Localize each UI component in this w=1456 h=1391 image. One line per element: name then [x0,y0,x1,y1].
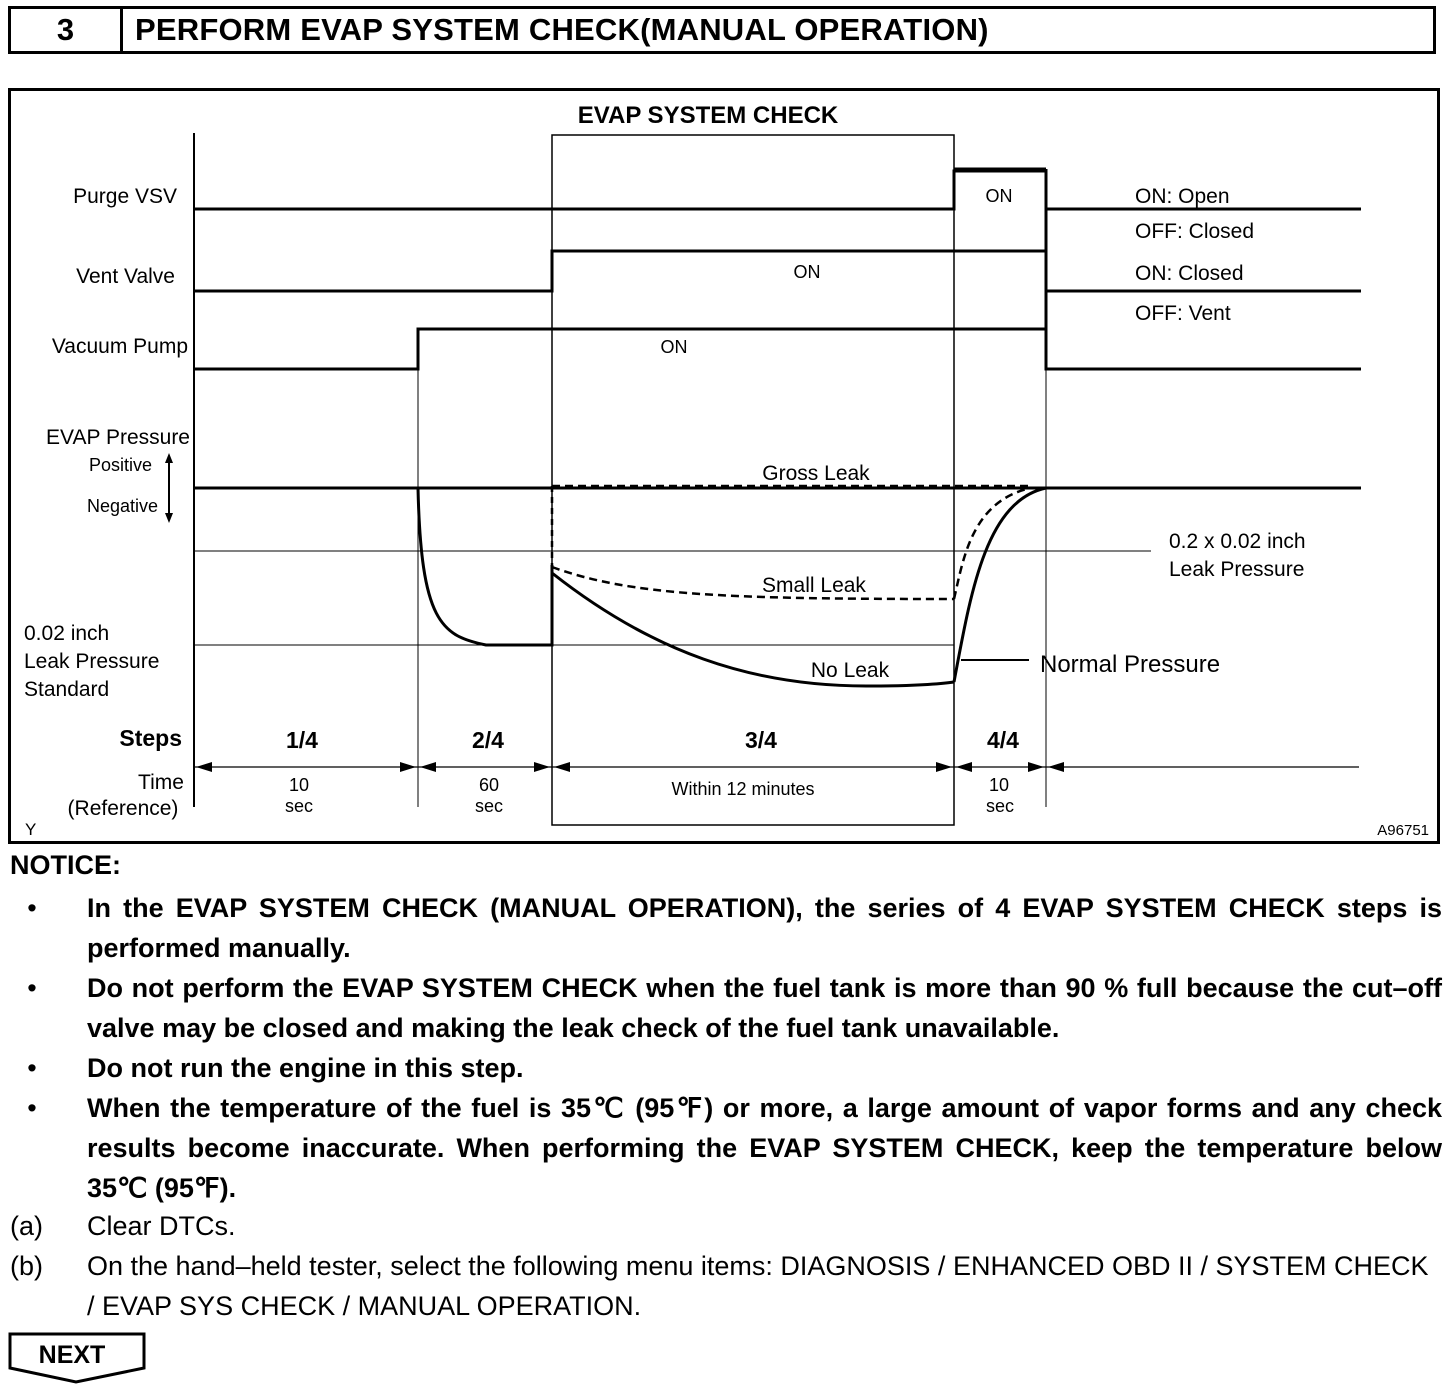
purge-legend-on: ON: Open [1135,185,1230,208]
purge-on-label: ON [985,186,1013,206]
corner-code: Y [25,820,37,839]
next-button[interactable] [8,1332,148,1391]
bullet-marker: • [27,1053,37,1083]
bullet-marker: • [27,893,37,923]
step-4-unit: sec [985,796,1015,816]
step-1-time: 10 [288,775,310,795]
gross-leak-label: Gross Leak [762,462,870,485]
step-3-label: 3/4 [745,727,777,753]
timing-chart-svg [11,91,1437,841]
small-leak-curve [552,567,954,599]
procedure-list [10,1206,1442,1326]
notice-item [10,968,1442,1048]
evap-timing-diagram [8,88,1440,844]
procedure-text: On the hand–held tester, select the following menu items: DIAGNOSIS / ENHANCED OBD II / SYSTEM CHECK / EVAP SYS CHECK / MANUAL OPERATION. [87,1251,1429,1321]
procedure-mark: (b) [10,1251,43,1281]
notice-item [10,1088,1442,1208]
pump-on-label: ON [660,337,688,357]
steps-label: Steps [119,725,182,751]
bullet-marker: • [27,1093,37,1123]
step-2-time: 60 [478,775,500,795]
small-leak-recovery [954,488,1031,599]
step-4-time: 10 [988,775,1010,795]
time-label-2: (Reference) [67,797,179,820]
procedure-step [10,1246,1442,1326]
figure-id: A96751 [1377,822,1429,839]
vacuum-pump-signal [194,329,1361,369]
step3-frame [552,135,954,825]
step-1-label: 1/4 [286,727,318,753]
step-3-time: Within 12 minutes [671,779,815,799]
positive-label: Positive [88,455,152,475]
pump-down-curve [418,488,552,645]
vent-valve-label: Vent Valve [76,265,175,288]
step-4-label: 4/4 [987,727,1019,753]
leak-std-label-2: Leak Pressure [24,650,160,673]
pos-arrow-head [165,453,173,463]
step-number: 3 [11,9,123,51]
neg-arrow-head [165,513,173,523]
notice-item-text: Do not perform the EVAP SYSTEM CHECK when the fuel tank is more than 90 % full because the cut–off valve may be closed and making the leak check of the fuel tank unavailable. [87,973,1442,1043]
leak-std-label-1: 0.02 inch [24,622,110,645]
step-1-unit: sec [284,796,314,816]
notice-heading: NOTICE: [10,850,121,880]
vacuum-pump-label: Vacuum Pump [51,335,188,358]
no-leak-label: No Leak [810,659,890,682]
notice-item-text: In the EVAP SYSTEM CHECK (MANUAL OPERATION), the series of 4 EVAP SYSTEM CHECK steps is performed manually. [87,893,1442,963]
procedure-text: Clear DTCs. [87,1211,236,1241]
leak-std-label-3: Standard [24,678,110,701]
vent-on-label: ON [793,262,821,282]
notice-item-text: When the temperature of the fuel is 35℃ (95℉) or more, a large amount of vapor forms and any check results become inaccurate. When performing the EVAP SYSTEM CHECK, keep the temperature below 35℃ (95℉). [87,1093,1442,1203]
vent-legend-off: OFF: Vent [1135,302,1231,325]
time-label-1: Time [138,771,184,794]
step-2-unit: sec [474,796,504,816]
notice-item [10,1048,1442,1088]
no-leak-curve [552,573,954,686]
notice-list [10,888,1442,1208]
purge-vsv-label: Purge VSV [73,185,177,208]
vent-legend-on: ON: Closed [1135,262,1244,285]
step-header [8,6,1436,54]
procedure-step [10,1206,1442,1246]
ref-pressure-label-1: 0.2 x 0.02 inch [1169,530,1306,553]
notice-item-text: Do not run the engine in this step. [87,1053,524,1083]
next-arrow-icon [8,1332,148,1386]
ref-pressure-label-2: Leak Pressure [1169,558,1305,581]
purge-legend-off: OFF: Closed [1135,220,1255,243]
no-leak-recovery [954,488,1046,682]
next-label: NEXT [38,1341,106,1369]
step-title: PERFORM EVAP SYSTEM CHECK(MANUAL OPERATION) [135,12,989,47]
notice-item [10,888,1442,968]
bullet-marker: • [27,973,37,1003]
procedure-mark: (a) [10,1211,43,1241]
negative-label: Negative [86,496,158,516]
diagram-title: EVAP SYSTEM CHECK [577,102,839,129]
normal-pressure-label: Normal Pressure [1040,651,1221,678]
small-leak-label: Small Leak [762,574,866,597]
evap-pressure-label: EVAP Pressure [46,426,190,449]
step-2-label: 2/4 [472,727,504,753]
